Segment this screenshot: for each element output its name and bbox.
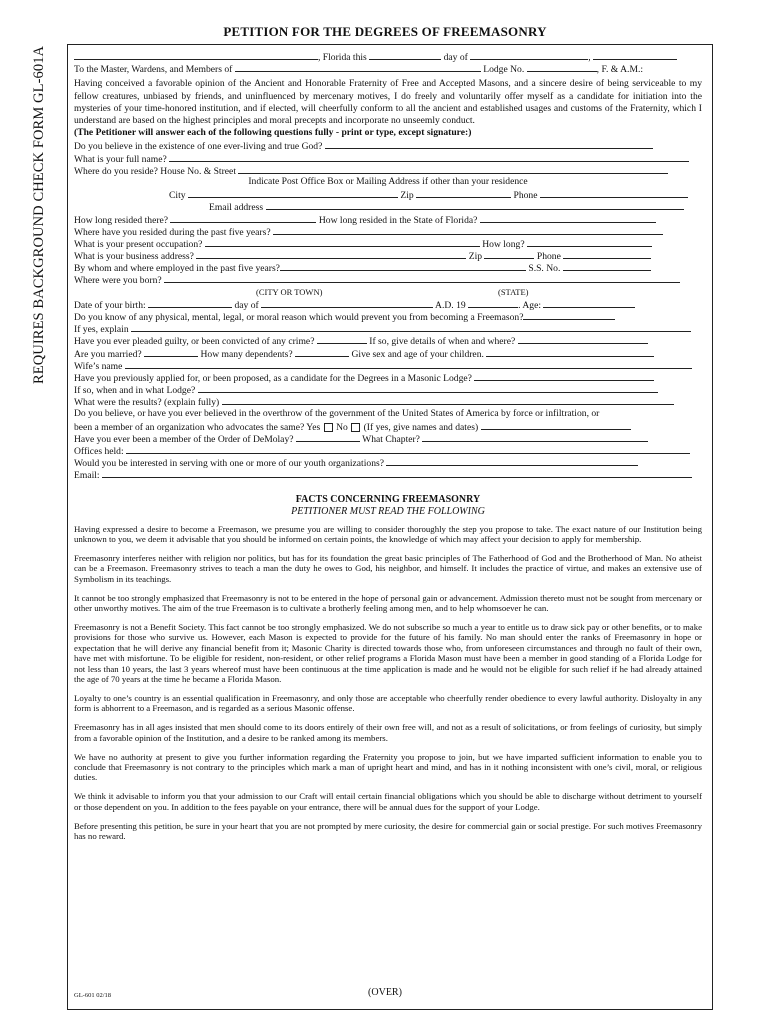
day-of-label: day of [443, 52, 468, 63]
row-email [74, 468, 702, 480]
reside-field[interactable] [238, 164, 668, 174]
how-long-florida-label: How long resided in the State of Florida? [318, 214, 478, 226]
wife-label: Wife’s name [74, 360, 123, 372]
facts-paragraph: Having expressed a desire to become a Freemason, we presume you are willing to consider thoroughly the step you propose to take. The exact nature of our Institution being unknown to you, we deem it advisable that you should be informed on certain points, the knowledge of which may affect your decision to apply for membership. [74, 523, 702, 545]
florida-this-label: , Florida this [318, 52, 367, 63]
facts-paragraph: We have no authority at present to give you further information regarding the Fraternity you propose to join, but we have imparted sufficient information to enable you to conclude that Freemasonry is not contrary to the principles which mark a man of upright heart and mind, and has in it nothing inconsistent with one’s civil, moral, or religious duties. [74, 751, 702, 783]
if-so-details-label: If so, give details of when and where? [369, 336, 516, 348]
employed-field[interactable] [280, 261, 526, 271]
believe-label: Do you believe in the existence of one ever-living and true God? [74, 141, 323, 153]
email-field[interactable] [102, 468, 692, 478]
month-field[interactable] [470, 50, 588, 60]
results-label: What were the results? (explain fully) [74, 397, 220, 409]
email-address-field[interactable] [266, 200, 684, 210]
day-field[interactable] [369, 50, 441, 60]
facts-paragraph: It cannot be too strongly emphasized that Freemasonry is not to be entered in the hope of personal gain or advancement. Admission thereto must not be sought from mercenary or other unworthy motives. The aim of the true Freemason is to cultivate a brotherly feeling among men, and to help whomsoever he can. [74, 592, 702, 614]
names-dates-label: (If yes, give names and dates) [363, 421, 479, 433]
row-born-captions [74, 286, 702, 298]
row-full-name [74, 152, 702, 164]
applied-field[interactable] [474, 371, 654, 381]
row-business-address [74, 249, 702, 261]
row-believe [74, 139, 702, 151]
yes-checkbox[interactable] [324, 423, 333, 432]
sex-age-label: Give sex and age of your children. [351, 348, 484, 360]
city-town-caption: (CITY OR TOWN) [256, 286, 323, 297]
fam-label: , F. & A.M.: [596, 64, 644, 76]
born-label: Where were you born? [74, 275, 162, 287]
business-zip-label: Zip [468, 251, 483, 263]
facts-paragraph: Freemasonry is not a Benefit Society. This fact cannot be too strongly emphasized. We do not subscribe so much a year to entitle us to draw sick pay or other benefits, or to make provisions for those who survive us. However, each Mason is expected to provide for the future of his family. No man should enter the ranks of Freemasonry in hope or expectation that he will derive any financial benefit from it; Masonic Charity is directed towards those who, from unforeseen circumstances and through no fault of their own, have met with misfortune. To be eligible for resident, non-resident, or other relief programs a Florida Mason must have been a member in good standing of a Florida Lodge for not less than 10 years, the last 3 years whereof must have been continuous at the time application is made and he would not be eligible for such relief if he had already attained the age of 70 years at the time he became a Florida Mason. [74, 621, 702, 684]
ss-field[interactable] [563, 261, 651, 271]
member-org-field[interactable] [481, 420, 631, 430]
row-if-yes [74, 322, 702, 334]
married-label: Are you married? [74, 348, 142, 360]
facts-paragraph: Freemasonry interferes neither with religion nor politics, but has for its foundation the great basic principles of The Fatherhood of God and the Brotherhood of Man. No atheist can be a Freemason. Freemasonry strives to teach a man the duty he owes to God, his neighbor, and himself. It includes the practice of virtue, and makes an extensive use of Symbolism in its teachings. [74, 552, 702, 584]
to-line [74, 62, 702, 74]
age-label: . Age: [518, 299, 541, 311]
dependents-field[interactable] [295, 347, 349, 357]
pleaded-field[interactable] [317, 334, 367, 344]
row-po-box: Indicate Post Office Box or Mailing Address if other than your residence [248, 175, 528, 187]
row-applied [74, 371, 702, 383]
no-checkbox[interactable] [351, 423, 360, 432]
sex-age-field[interactable] [486, 347, 654, 357]
row-city [74, 188, 702, 200]
lodge-no-field[interactable] [527, 62, 597, 72]
past-five-label: Where have you resided during the past five years? [74, 226, 271, 238]
applied-label: Have you previously applied for, or been proposed, as a candidate for the Degrees in a Masonic Lodge? [74, 372, 472, 384]
comma-label: , [588, 52, 591, 63]
row-how-long-resided [74, 213, 702, 225]
if-so-details-field[interactable] [518, 334, 648, 344]
physical-label: Do you know of any physical, mental, legal, or moral reason which would prevent you from becoming a Freemason? [74, 312, 524, 323]
how-long-florida-field[interactable] [480, 213, 656, 223]
row-offices [74, 444, 702, 456]
past-five-field[interactable] [273, 225, 663, 235]
how-long-label: How long? [482, 238, 525, 250]
demolay-field[interactable] [296, 432, 360, 442]
row-when-lodge [74, 383, 702, 395]
side-label-text: REQUIRES BACKGROUND CHECK FORM GL-601A [31, 45, 47, 384]
demolay-label: Have you ever been a member of the Order of DeMolay? [74, 433, 294, 445]
row-occupation [74, 237, 702, 249]
lodge-name-field[interactable] [235, 62, 481, 72]
state-caption: (STATE) [498, 286, 529, 297]
overthrow-label: Do you believe, or have you ever believed in the overthrow of the government of the United States of America by force or infiltration, or [74, 407, 600, 419]
row-pleaded [74, 334, 702, 346]
business-zip-field[interactable] [484, 249, 534, 259]
row-married [74, 347, 702, 359]
city-input[interactable] [188, 188, 398, 198]
how-long-resided-label: How long resided there? [74, 214, 169, 226]
dob-day-field[interactable] [148, 298, 232, 308]
youth-field[interactable] [386, 456, 638, 466]
row-member-org [74, 420, 702, 432]
how-long-resided-field[interactable] [170, 213, 316, 223]
row-past-five [74, 225, 702, 237]
year-field[interactable] [593, 50, 677, 60]
row-physical [74, 310, 702, 322]
business-address-label: What is your business address? [74, 251, 194, 263]
row-reside [74, 164, 702, 176]
facts-paragraph: Before presenting this petition, be sure in your heart that you are not prompted by mere curiosity, the desire for commercial gain or social prestige. For such motives Freemasonry has no reward. [74, 820, 702, 841]
ad-label: A.D. 19 [435, 299, 466, 311]
born-field[interactable] [164, 273, 680, 283]
employed-label: By whom and where employed in the past five years? [74, 263, 280, 275]
age-field[interactable] [543, 298, 635, 308]
instruction: (The Petitioner will answer each of the following questions fully - print or type, except signature:) [74, 127, 472, 139]
page-title: PETITION FOR THE DEGREES OF FREEMASONRY [223, 24, 547, 39]
dob-label: Date of your birth: [74, 299, 146, 311]
occupation-field[interactable] [205, 237, 480, 247]
row-overthrow [74, 408, 702, 420]
chapter-field[interactable] [422, 432, 648, 442]
results-field[interactable] [222, 395, 674, 405]
email-address-label: Email address [209, 202, 264, 214]
facts-paragraph: We think it advisable to inform you that your admission to our Craft will entail certain financial obligations which you should be able to discharge without detriment to yourself or those dependent on you. In addition to the fees payable on your entrance, there will be annual dues for the support of your Lodge. [74, 791, 702, 812]
side-label [28, 45, 54, 384]
row-wife [74, 359, 702, 371]
email-label: Email: [74, 470, 100, 482]
full-name-label: What is your full name? [74, 153, 167, 165]
occupation-label: What is your present occupation? [74, 238, 203, 250]
row-employed [74, 261, 702, 273]
facts-paragraph: Loyalty to one’s country is an essential qualification in Freemasonry, and only those are acceptable who cheerfully render obedience to every lawful authority. Disloyalty in any form is abhorrent to a Freemason, and is regarded as a serious Masonic offense. [74, 692, 702, 714]
city-field[interactable] [74, 50, 318, 60]
city-label: City [169, 190, 186, 202]
business-phone-field[interactable] [563, 249, 651, 259]
dependents-label: How many dependents? [200, 348, 293, 360]
ss-label: S.S. No. [528, 263, 561, 275]
facts-heading: FACTS CONCERNING FREEMASONRY [295, 493, 481, 505]
phone-field[interactable] [540, 188, 688, 198]
when-lodge-label: If so, when and in what Lodge? [74, 385, 196, 397]
intro-paragraph: Having conceived a favorable opinion of the Ancient and Honorable Fraternity of Free and Accepted Masons, and a sincere desire of being serviceable to my fellow creatures, unbiased by friends, and uninfluenced by mercenary motives, I do freely and voluntarily offer myself as a candidate for initiation into the mysteries of your time-honored institution, and if elected, will cheerfully conform to all the ancient and established usages and customs of the Fraternity, which I understand are based on the highest principles and moral precepts and incorporate no unseemly conduct. [74, 78, 702, 126]
facts-subheading: PETITIONER MUST READ THE FOLLOWING [291, 505, 485, 517]
wife-field[interactable] [125, 359, 692, 369]
physical-field[interactable] [523, 310, 615, 320]
row-youth [74, 456, 702, 468]
facts-section [74, 524, 702, 842]
business-phone-label: Phone [536, 251, 561, 263]
believe-field[interactable] [325, 139, 653, 149]
form-code: GL-601 02/18 [74, 992, 112, 999]
dob-month-field[interactable] [261, 298, 433, 308]
row-demolay [74, 432, 702, 444]
if-yes-field[interactable] [131, 322, 691, 332]
pleaded-label: Have you ever pleaded guilty, or been convicted of any crime? [74, 336, 315, 348]
facts-paragraph: Freemasonry has in all ages insisted that men should come to its doors entirely of their own free will, and not as a result of solicitations, or from feelings of curiosity, but simply from a favorable opinion of the Institution, and a desire to be ranked among its members. [74, 722, 702, 743]
full-name-field[interactable] [169, 152, 689, 162]
lodge-no-label: Lodge No. [483, 64, 525, 76]
no-label: No [336, 421, 348, 433]
date-line [74, 50, 702, 62]
offices-field[interactable] [126, 444, 690, 454]
dob-day-of-label: day of [234, 299, 259, 311]
zip-label: Zip [400, 190, 414, 202]
reside-label: Where do you reside? House No. & Street [74, 165, 236, 177]
if-yes-label: If yes, explain [74, 324, 129, 336]
over-label: (OVER) [368, 987, 402, 998]
business-address-field[interactable] [196, 249, 466, 259]
married-field[interactable] [144, 347, 198, 357]
row-results [74, 395, 702, 407]
phone-label: Phone [513, 190, 538, 202]
offices-label: Offices held: [74, 446, 124, 458]
member-org-label: been a member of an organization who advocates the same? Yes [74, 421, 321, 433]
youth-label: Would you be interested in serving with one or more of our youth organizations? [74, 458, 384, 470]
dob-year-field[interactable] [468, 298, 518, 308]
to-master-label: To the Master, Wardens, and Members of [74, 64, 233, 76]
row-email-address [74, 200, 702, 212]
petition-form [74, 50, 702, 850]
row-born [74, 273, 702, 285]
how-long-field[interactable] [527, 237, 652, 247]
when-lodge-field[interactable] [198, 383, 658, 393]
row-dob [74, 298, 702, 310]
chapter-label: What Chapter? [362, 433, 420, 445]
zip-field[interactable] [416, 188, 511, 198]
